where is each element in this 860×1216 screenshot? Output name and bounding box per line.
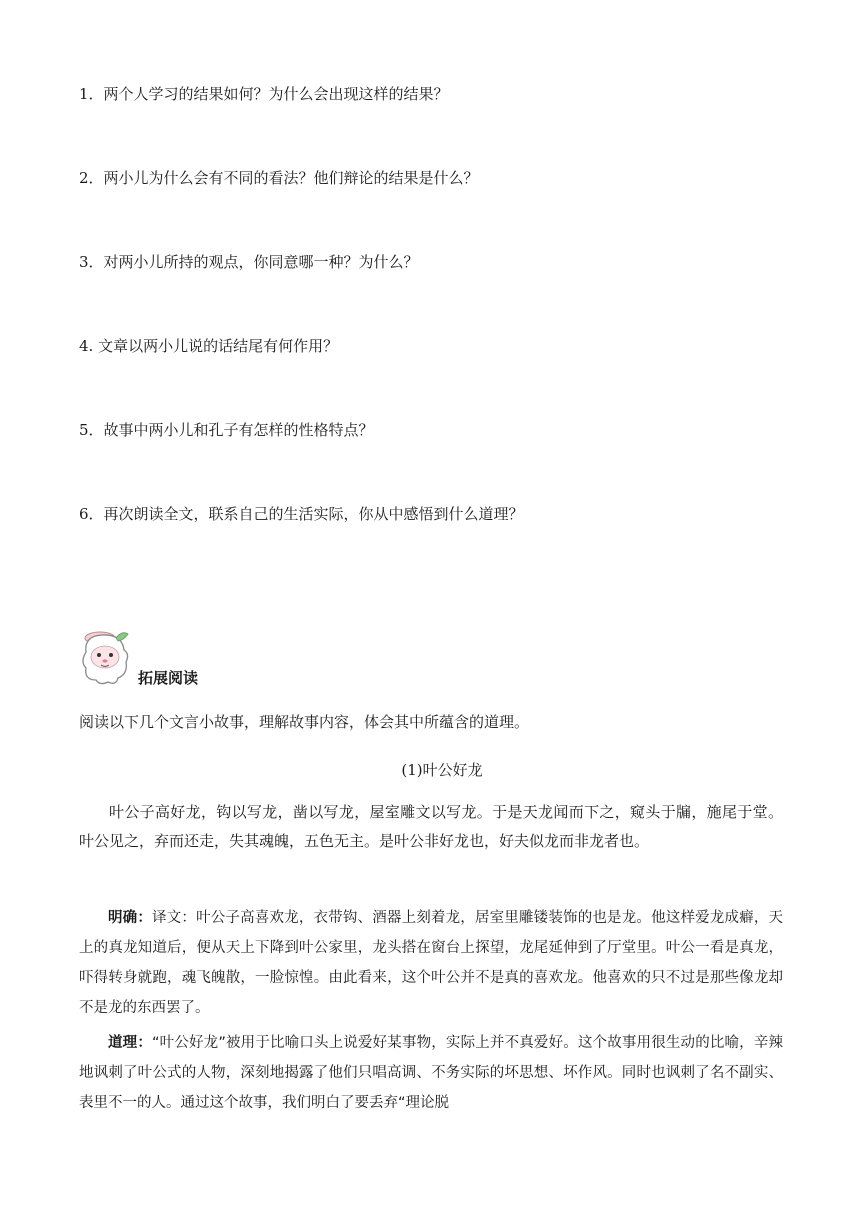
reason-label: 道理： — [108, 1035, 152, 1051]
story-text: 叶公子高好龙，钩以写龙，凿以写龙，屋室雕文以写龙。于是天龙闻而下之，窥头于牖，施尾于堂。叶公见之，弃而还走，失其魂魄，五色无主。是叶公非好龙也，好夫似龙而非龙者也。 — [79, 803, 783, 850]
mascot-icon — [78, 622, 136, 688]
story-title-text: (1)叶公好龙 — [401, 761, 483, 779]
question-6: 6．再次朗读全文，联系自己的生活实际，你从中感悟到什么道理？ — [79, 505, 524, 523]
reason-paragraph — [79, 1028, 783, 1118]
question-4: 4. 文章以两小儿说的话结尾有何作用？ — [79, 337, 339, 355]
clarify-text: 译文：叶公子高喜欢龙，衣带钩、酒器上刻着龙，居室里雕镂装饰的也是龙。他这样爱龙成癖，天上的真龙知道后，便从天上下降到叶公家里，龙头搭在窗台上探望，龙尾延伸到了厅堂里。叶公一看是真龙，吓得转身就跑，魂飞魄散，一脸惊惶。由此看来，这个叶公并不是真的喜欢龙。他喜欢的只不过是那些像龙却不是龙的东西罢了。 — [79, 910, 784, 1016]
section-title: 拓展阅读 — [138, 669, 199, 687]
reason-text: “叶公好龙”被用于比喻口头上说爱好某事物，实际上并不真爱好。这个故事用很生动的比喻，辛辣地讽刺了叶公式的人物，深刻地揭露了他们只唱高调、不务实际的坏思想、坏作风。同时也讽刺了名不副实、表里不一的人。通过这个故事，我们明白了要丢弃“理论脱 — [79, 1035, 784, 1111]
story-title — [0, 760, 860, 780]
reading-intro: 阅读以下几个文言小故事，理解故事内容，体会其中所蕴含的道理。 — [79, 713, 530, 731]
clarify-label: 明确： — [108, 910, 153, 926]
question-5: 5．故事中两小儿和孔子有怎样的性格特点？ — [79, 421, 374, 439]
question-2: 2．两小儿为什么会有不同的看法？他们辩论的结果是什么？ — [79, 169, 479, 187]
question-3: 3．对两小儿所持的观点，你同意哪一种？为什么？ — [79, 253, 419, 271]
clarify-paragraph — [79, 903, 783, 1023]
question-1: 1．两个人学习的结果如何？为什么会出现这样的结果？ — [79, 85, 449, 103]
